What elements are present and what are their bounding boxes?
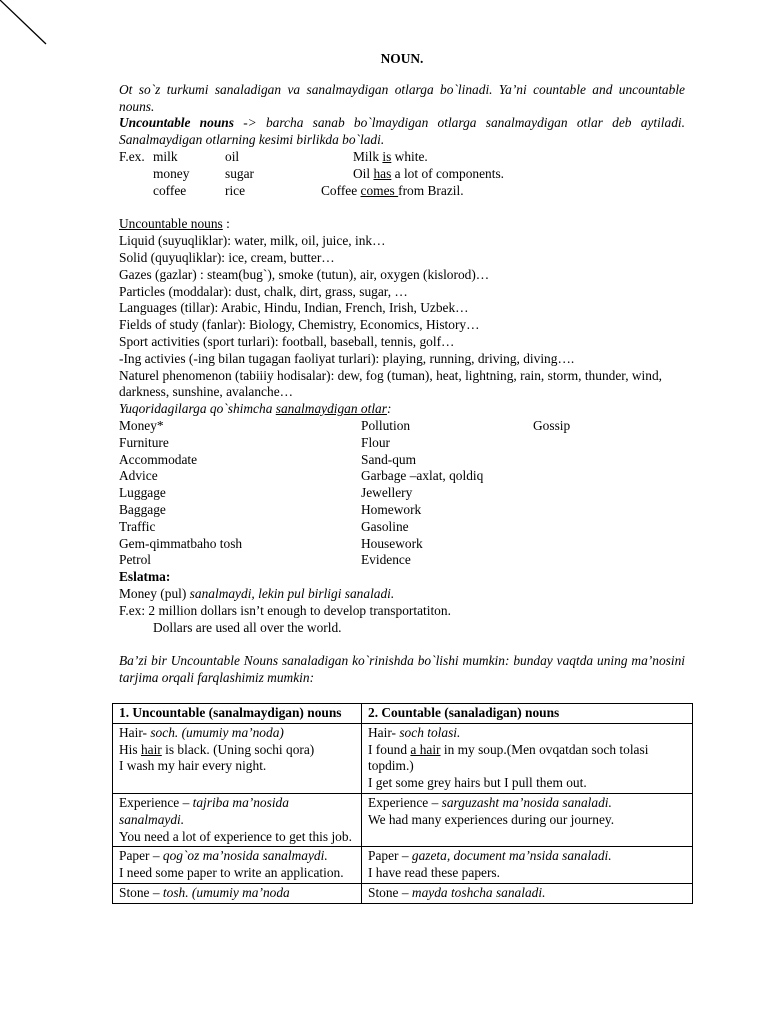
word-item: Homework — [361, 501, 422, 517]
table-cell — [362, 847, 693, 884]
word-item: Pollution — [361, 417, 411, 433]
category-item: Naturel phenomenon (tabiiiy hodisalar): dew, fog (tuman), heat, lightning, rain, storm, thunder, wind, darkness, sunshine, avalanche… — [119, 367, 663, 400]
cell-word: Stone – — [119, 884, 163, 900]
word-item: Gem-qimmatbaho tosh — [119, 535, 243, 551]
countable-intro: Ba’zi bir Uncountable Nouns sanaladigan ko`rinishda bo`lishi mumkin: bunday vaqtda uning ma’nosini tarjima orqali farqlashimiz mumkin: — [119, 653, 685, 686]
table-row — [113, 883, 693, 903]
page-title: NOUN. — [380, 51, 424, 66]
sentence-post: white. — [391, 148, 428, 164]
uncountable-section-heading — [119, 216, 685, 233]
cell-gloss: tajriba ma’nosida sanalmaydi. — [119, 794, 289, 827]
word-item: Sand-qum — [361, 451, 417, 467]
sentence-post: from Brazil. — [398, 182, 464, 198]
example-sentence — [321, 183, 464, 200]
example-row — [119, 183, 685, 200]
sentence-underlined: has — [373, 165, 392, 181]
cell-line-underlined: a hair — [410, 741, 441, 757]
examples-block — [119, 149, 685, 199]
example-word-b: rice — [225, 182, 246, 198]
table-header: 1. Uncountable (sanalmaydigan) nouns — [113, 704, 362, 724]
cell-word: Stone – — [368, 884, 412, 900]
example-word-a: money — [153, 165, 190, 181]
example-row — [119, 166, 685, 183]
sentence-post: a lot of components. — [391, 165, 505, 181]
table-header-row — [113, 704, 693, 724]
cell-word: Paper – — [119, 848, 163, 864]
cell-gloss: soch tolasi. — [399, 724, 461, 740]
word-item: Advice — [119, 468, 158, 484]
cell-line: I get some grey hairs but I pull them out. — [368, 775, 587, 791]
category-item: Liquid (suyuqliklar): water, milk, oil, juice, ink… — [119, 233, 386, 249]
category-item: Languages (tillar): Arabic, Hindu, Indian, French, Irish, Uzbek… — [119, 300, 469, 316]
category-item: Sport activities (sport turlari): football, baseball, tennis, golf… — [119, 333, 455, 349]
word-item: Garbage –axlat, qoldiq — [361, 468, 484, 484]
additional-heading-pre: Yuqoridagilarga qo`shimcha — [119, 401, 276, 417]
word-item: Money* — [119, 417, 164, 433]
word-column-2 — [361, 418, 533, 569]
word-columns — [119, 418, 685, 569]
cell-gloss: gazeta, document ma’nsida sanaladi. — [411, 848, 612, 864]
table-cell — [362, 883, 693, 903]
note-line: Dollars are used all over the world. — [153, 619, 342, 635]
word-item: Accommodate — [119, 451, 198, 467]
word-item: Petrol — [119, 552, 151, 568]
cell-gloss: sarguzasht ma’nosida sanaladi. — [441, 794, 612, 810]
example-lead — [119, 166, 153, 183]
word-item: Flour — [361, 434, 391, 450]
note-line-italic: sanalmaydi, lekin pul birligi sanaladi. — [189, 585, 395, 601]
note-line: F.ex: 2 million dollars isn’t enough to develop transportatiton. — [119, 602, 451, 618]
table-cell — [113, 723, 362, 793]
word-item: Jewellery — [361, 485, 413, 501]
category-item: Particles (moddalar): dust, chalk, dirt, grass, sugar, … — [119, 283, 408, 299]
sentence-underlined: comes — [360, 182, 399, 198]
cell-gloss: mayda toshcha sanaladi. — [411, 884, 546, 900]
cell-word: Experience – — [368, 794, 442, 810]
cell-word: Hair- — [119, 724, 151, 740]
uncountable-definition — [119, 115, 685, 149]
word-item: Gasoline — [361, 518, 409, 534]
cell-gloss: soch. (umumiy ma’noda) — [150, 724, 284, 740]
example-row — [119, 149, 685, 166]
cell-gloss: tosh. (umumiy ma’noda — [162, 884, 290, 900]
word-item: Housework — [361, 535, 423, 551]
section-heading-suffix: : — [222, 216, 230, 232]
cell-word: Experience – — [119, 794, 193, 810]
comparison-table — [112, 703, 693, 904]
sentence-pre: Milk — [353, 148, 383, 164]
table-cell — [113, 847, 362, 884]
word-item: Furniture — [119, 434, 169, 450]
example-sentence — [353, 149, 428, 166]
corner-fold-line — [0, 0, 60, 60]
example-lead: F.ex. — [119, 148, 145, 164]
cell-line: We had many experiences during our journey. — [368, 811, 615, 827]
sentence-pre: Coffee — [321, 182, 361, 198]
note-heading: Eslatma: — [119, 569, 171, 585]
example-word-a: milk — [153, 148, 178, 164]
example-word-b: sugar — [225, 165, 255, 181]
cell-word: Hair- — [368, 724, 400, 740]
cell-line-pre: His — [119, 741, 141, 757]
note-line — [119, 586, 685, 603]
cell-line: I need some paper to write an application. — [119, 865, 344, 881]
additional-heading — [119, 401, 685, 418]
category-item: Gazes (gazlar) : steam(bug`), smoke (tutun), air, oxygen (kislorod)… — [119, 266, 490, 282]
word-item: Gossip — [533, 417, 571, 433]
note-line-pre: Money (pul) — [119, 585, 190, 601]
cell-line-post: in my soup.(Men ovqatdan soch tolasi topdim.) — [368, 741, 649, 774]
table-cell — [362, 723, 693, 793]
sentence-underlined: is — [382, 148, 392, 164]
word-column-3 — [533, 418, 683, 569]
cell-line: You need a lot of experience to get this job. — [119, 828, 352, 844]
table-row — [113, 723, 693, 793]
word-item: Luggage — [119, 485, 166, 501]
example-lead — [119, 183, 153, 200]
cell-line-post: is black. (Uning sochi qora) — [161, 741, 315, 757]
example-word-b: oil — [225, 148, 240, 164]
word-item: Evidence — [361, 552, 411, 568]
example-word-a: coffee — [153, 182, 187, 198]
table-cell — [362, 793, 693, 846]
cell-line-underlined: hair — [140, 741, 162, 757]
table-row — [113, 793, 693, 846]
table-header: 2. Countable (sanaladigan) nouns — [362, 704, 693, 724]
definition-text: -> barcha sanab bo`lmaydigan otlarga sanalmaydigan otlar deb aytiladi. Sanalmaydigan otlarning kesimi birlikda bo`ladi. — [119, 115, 685, 148]
document-page — [119, 51, 685, 687]
additional-heading-underlined: sanalmaydigan otlar — [275, 401, 387, 417]
definition-term: Uncountable nouns — [119, 115, 234, 131]
category-list — [119, 233, 685, 401]
example-sentence — [353, 166, 504, 183]
intro-paragraph: Ot so`z turkumi sanaladigan va sanalmaydigan otlarga bo`linadi. Ya’ni countable and uncountable nouns. — [119, 81, 685, 114]
category-item: Solid (quyuqliklar): ice, cream, butter… — [119, 249, 335, 265]
table-cell — [113, 793, 362, 846]
cell-line: I wash my hair every night. — [119, 758, 267, 774]
table-row — [113, 847, 693, 884]
word-item: Baggage — [119, 501, 166, 517]
word-item: Traffic — [119, 518, 156, 534]
cell-line: I have read these papers. — [368, 865, 500, 881]
additional-heading-post: : — [386, 401, 392, 417]
word-column-1 — [119, 418, 361, 569]
category-item: -Ing activies (-ing bilan tugagan faoliyat turlari): playing, running, driving, diving…. — [119, 350, 575, 366]
cell-line-pre: I found — [368, 741, 411, 757]
cell-word: Paper – — [368, 848, 412, 864]
cell-gloss: qog`oz ma’nosida sanalmaydi. — [162, 848, 328, 864]
category-item: Fields of study (fanlar): Biology, Chemistry, Economics, History… — [119, 317, 480, 333]
sentence-pre: Oil — [353, 165, 374, 181]
section-heading-text: Uncountable nouns — [119, 216, 223, 232]
table-cell — [113, 883, 362, 903]
